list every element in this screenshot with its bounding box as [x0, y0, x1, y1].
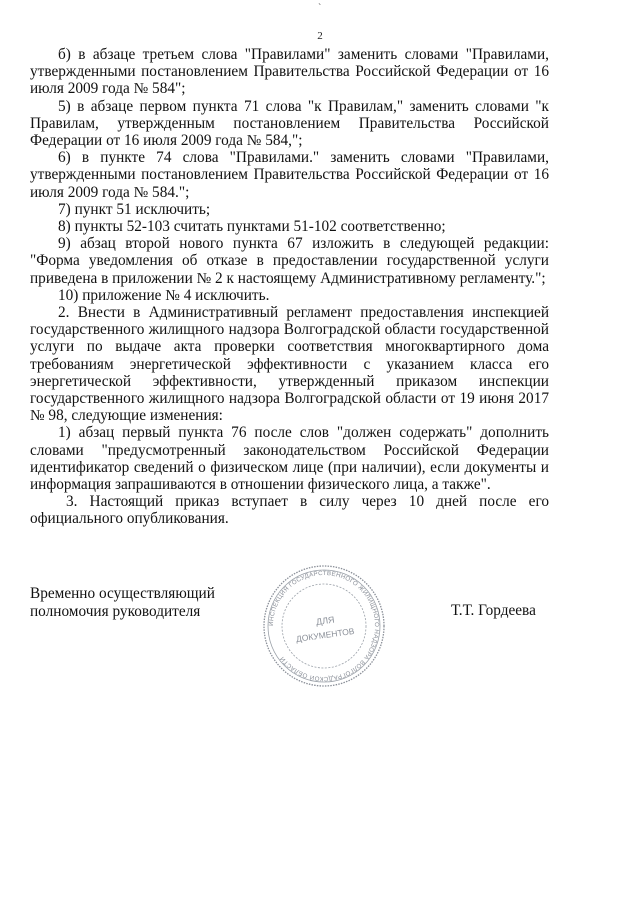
document-body: [30, 46, 549, 528]
paragraph: 7) пункт 51 исключить;: [58, 200, 211, 218]
seal-text-line2: ДОКУМЕНТОВ: [295, 625, 356, 644]
paragraph: 5) в абзаце первом пункта 71 слова "к Правилам," заменить словами "к Правилам, утвержденным постановлением Правительства Российской Федерации от 16 июля 2009 года № 584,";: [30, 97, 549, 150]
paragraph: 2. Внести в Административный регламент предоставления инспекцией государственного жилищного надзора Волгоградской области государственной услуги по выдаче акта проверки соответствия многоквартирного дома требованиям энергетической эффективности с указанием класса его энергетической эффективности, утвержденный приказом инспекции государственного жилищного надзора Волгоградской области от 19 июня 2017 № 98, следующие изменения:: [30, 304, 549, 425]
paragraph: 10) приложение № 4 исключить.: [58, 286, 270, 304]
seal-text-line1: ДЛЯ: [315, 614, 336, 628]
seal-ring-text: ИНСПЕКЦИЯ ГОСУДАРСТВЕННОГО ЖИЛИЩНОГО НАДЗОРА ВОЛГОГРАДСКОЙ ОБЛАСТИ: [267, 569, 381, 683]
signatory-title: [30, 585, 215, 620]
official-seal: [260, 562, 388, 690]
paragraph: 3. Настоящий приказ вступает в силу через 10 дней после его официального опубликования.: [30, 493, 549, 528]
signatory-title-line: Временно осуществляющий: [30, 585, 215, 602]
page-number: 2: [317, 30, 323, 42]
paragraph: 8) пункты 52-103 считать пунктами 51-102 соответственно;: [58, 218, 446, 236]
signatory-title-line: полномочия руководителя: [30, 602, 201, 620]
svg-text:ИНСПЕКЦИЯ ГОСУДАРСТВЕННОГО ЖИЛ: [268, 570, 380, 682]
paragraph: 9) абзац второй нового пункта 67 изложить в следующей редакции: "Форма уведомления об отказе в предоставлении государственной услуги приведена в приложении № 2 к настоящему Административному регламенту.";: [30, 235, 549, 287]
paragraph: б) в абзаце третьем слова "Правилами" заменить словами "Правилами, утвержденными постановлением Правительства Российской Федерации от 16 июля 2009 года № 584";: [30, 46, 549, 98]
paragraph: 6) в пункте 74 слова "Правилами." заменить словами "Правилами, утвержденными постановлением Правительства Российской Федерации от 16 июля 2009 года № 584.";: [30, 149, 549, 201]
paragraph: 1) абзац первый пункта 76 после слов "должен содержать" дополнить словами "предусмотренный законодательством Российской Федерации идентификатор сведений о физическом лице (при наличии), если документы и информация запрашиваются в отношении физического лица, а также".: [30, 424, 549, 494]
top-tick-mark: `: [318, 3, 322, 14]
signatory-name: Т.Т. Гордеева: [451, 602, 536, 619]
